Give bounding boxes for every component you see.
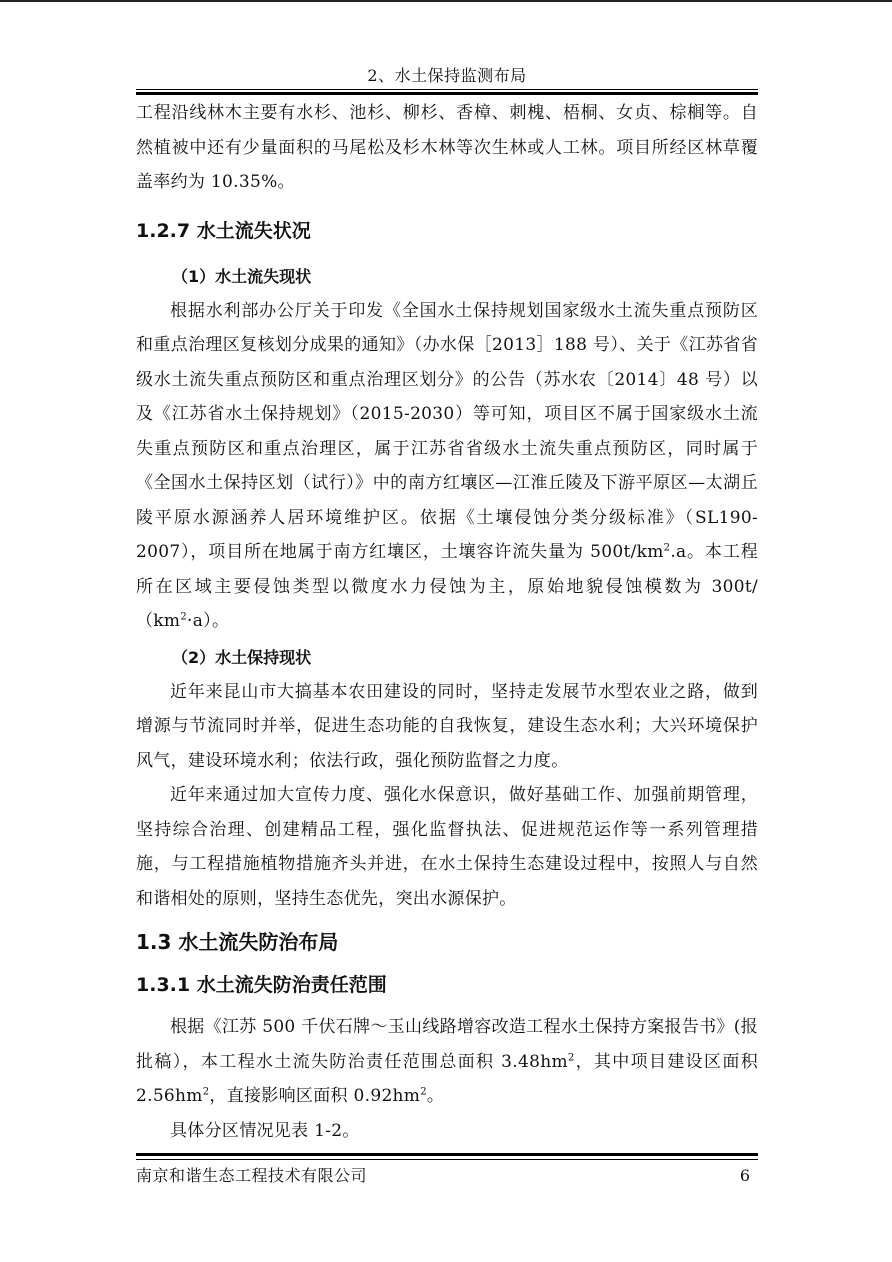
- paragraph-conservation-2: 近年来通过加大宣传力度、强化水保意识，做好基础工作、加强前期管理，坚持综合治理、创建精品工程，强化监督执法、促进规范运作等一系列管理措施，与工程措施植物措施齐头并进，在水土保持生态建设过程中，按照人与自然和谐相处的原则，坚持生态优先，突出水源保护。: [136, 785, 758, 909]
- paragraph-responsibility-range: [136, 1010, 758, 1114]
- paragraph-soil-erosion-status: [136, 294, 758, 639]
- subsection-heading-soil-erosion-status: （1）水土流失现状: [172, 266, 312, 286]
- page-top-border: [0, 0, 892, 2]
- paragraph-text-part: 根据《江苏 500 千伏石牌～玉山线路增容改造工程水土保持方案报告书》(报批稿），本工程水土流失防治责任范围总面积 3.48hm: [136, 1017, 758, 1072]
- section-heading-1-3-1: 1.3.1 水土流失防治责任范围: [136, 974, 387, 996]
- paragraph-table-reference: 具体分区情况见表 1-2。: [170, 1120, 360, 1141]
- intro-paragraph: 工程沿线林木主要有水杉、池杉、柳杉、香樟、刺槐、梧桐、女贞、棕榈等。自然植被中还有少量面积的马尾松及杉木林等次生林或人工林。项目所经区林草覆盖率约为 10.35%。: [136, 103, 758, 192]
- paragraph-conservation-1: 近年来昆山市大搞基本农田建设的同时，坚持走发展节水型农业之路，做到增源与节流同时并举，促进生态功能的自我恢复，建设生态水利；大兴环境保护风气，建设环境水利；依法行政，强化预防监督之力度。: [136, 681, 758, 771]
- superscript: 2: [420, 1086, 427, 1098]
- paragraph-text-part: ，直接影响区面积 0.92hm: [209, 1086, 421, 1106]
- superscript: 2: [663, 542, 671, 554]
- footer-rule-thick: [136, 1153, 758, 1156]
- paragraph-text-part: ·a）。: [187, 611, 230, 631]
- page-number: 6: [739, 1166, 750, 1185]
- superscript: 2: [180, 611, 187, 623]
- superscript: 2: [202, 1086, 210, 1098]
- paragraph-text-part: 根据水利部办公厅关于印发《全国水土保持规划国家级水土流失重点预防区和重点治理区复核划分成果的通知》（办水保［2013］188 号）、关于《江苏省省级水土流失重点预防区和重点治理区划分》的公告（苏水农〔2014〕48 号）以及《江苏省水土保持规划》（2015-2030）等可知，项目区不属于国家级水土流失重点预防区和重点治理区，属于江苏省省级水土流失重点预防区，同时属于《全国水土保持区划（试行）》中的南方红壤区—江淮丘陵及下游平原区—太湖丘陵平原水源涵养人居环境维护区。依据《土壤侵蚀分类分级标准》（SL190-2007），项目所在地属于南方红壤区，土壤容许流失量为 500t/km: [136, 300, 758, 562]
- section-heading-1-2-7: 1.2.7 水土流失状况: [136, 219, 311, 242]
- running-header: 2、水土保持监测布局: [367, 66, 527, 85]
- paragraph-text-part: ，其中项目建设区面积 2.56hm: [136, 1051, 758, 1106]
- footer-rule-thin: [136, 1159, 758, 1160]
- header-rule-thin: [136, 89, 758, 90]
- page-content: [136, 96, 758, 1148]
- header-rule-thick: [136, 92, 758, 95]
- section-heading-1-3: 1.3 水土流失防治布局: [136, 930, 339, 954]
- footer-company: 南京和谐生态工程技术有限公司: [136, 1166, 368, 1185]
- paragraph-text-part: .a。本工程所在区域主要侵蚀类型以微度水力侵蚀为主，原始地貌侵蚀模数为 300t/（km: [136, 542, 758, 631]
- paragraph-text-part: 。: [426, 1086, 445, 1106]
- subsection-heading-conservation-status: （2）水土保持现状: [172, 647, 312, 667]
- superscript: 2: [567, 1051, 575, 1063]
